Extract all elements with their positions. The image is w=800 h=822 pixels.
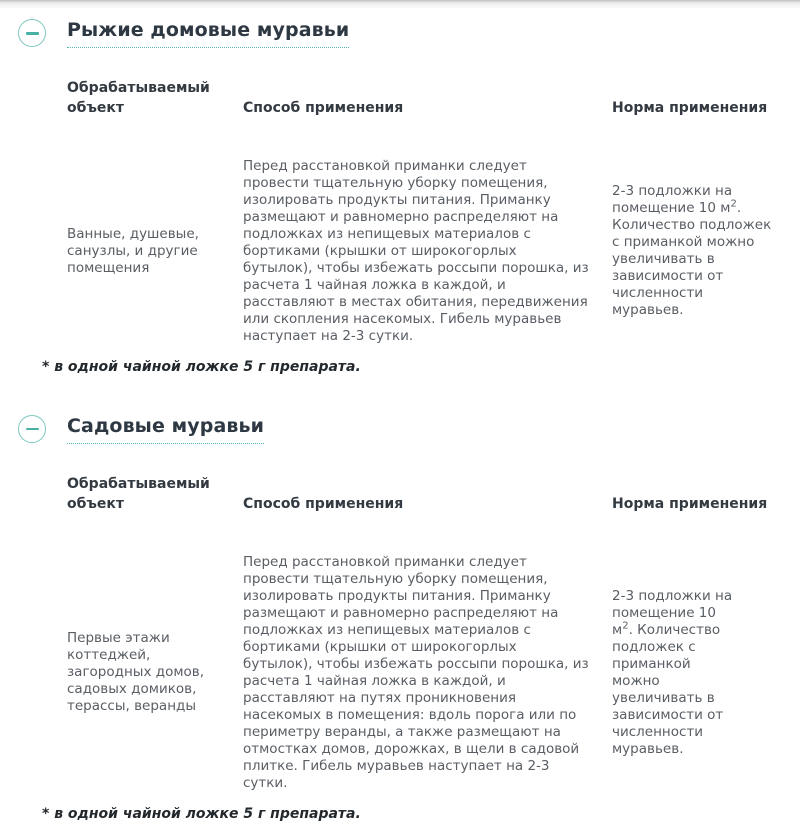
application-table [67, 474, 777, 792]
minus-icon [26, 428, 39, 430]
rate-text: 2-3 подложки на помещение 10 м [612, 183, 733, 217]
footnote: * в одной чайной ложке 5 г препарата. [42, 805, 361, 822]
section-garden-ants [0, 375, 800, 822]
cell-method-text: Перед расстановкой приманки следует провести тщательную уборку помещения, изолировать продукты питания. Приманку размещают и равномерно распределяют на подложках из непищевых материалов с бортиками (крышки от широкогорлых бутылок), чтобы избежать россыпи порошка, из расчета 1 чайная ложка в каждой, и расставляют на путях проникновения насекомых в помещения: вдоль порога или по периметру веранды, а также размещают на отмостках домов, дорожках, в щели в садовой плитке. Гибель муравьев наступает на 2-3 сутки. [243, 553, 589, 791]
collapse-section-button[interactable] [18, 19, 46, 47]
col-header-rate: Норма применения [612, 495, 768, 512]
cell-method-text: Перед расстановкой приманки следует провести тщательную уборку помещения, изолировать продукты питания. Приманку размещают и равномерно распределяют на подложках из непищевых материалов с бортиками (крышки от широкогорлых бутылок), чтобы избежать россыпи порошка, из расчета 1 чайная ложка в каждой, и расставляют в местах обитания, передвижения или скопления насекомых. Гибель муравьев наступает на 2-3 сутки. [243, 157, 589, 344]
footnote: * в одной чайной ложке 5 г препарата. [42, 358, 361, 375]
rate-superscript: 2 [730, 198, 737, 210]
section-red-house-ants [0, 0, 800, 375]
section-title[interactable]: Рыжие домовые муравьи [67, 19, 349, 48]
cell-object [67, 118, 243, 345]
section-header [18, 19, 800, 48]
cell-rate-text [612, 588, 737, 758]
table-header-row [67, 474, 777, 514]
minus-icon [26, 32, 39, 34]
rate-text-cont: . Количество подложек с приманкой можно увеличивать в зависимости от численности муравьев. [612, 200, 772, 319]
cell-method [243, 514, 612, 792]
cell-rate [612, 514, 777, 792]
table-header-row [67, 78, 777, 118]
collapse-section-button[interactable] [18, 415, 46, 443]
cell-object-text: Ванные, душевые, санузлы, и другие помещения [67, 225, 199, 276]
col-header-object: Обрабатываемый объект [67, 475, 210, 512]
cell-object [67, 514, 243, 792]
section-title[interactable]: Садовые муравьи [67, 415, 264, 444]
cell-object-text: Первые этажи коттеджей, загородных домов, садовых домиков, терассы, веранды [67, 630, 205, 715]
col-header-object: Обрабатываемый объект [67, 79, 210, 116]
rate-text-cont: . Количество подложек с приманкой можно увеличивать в зависимости от численности муравьев. [612, 621, 724, 757]
cell-method [243, 118, 612, 345]
col-header-rate: Норма применения [612, 99, 768, 116]
col-header-method: Способ применения [243, 99, 404, 116]
application-table [67, 78, 777, 345]
table-row [67, 118, 777, 345]
section-header [18, 415, 800, 444]
rate-superscript: 2 [622, 620, 629, 632]
cell-rate [612, 118, 777, 345]
cell-rate-text [612, 183, 772, 319]
table-row [67, 514, 777, 792]
col-header-method: Способ применения [243, 495, 404, 512]
rate-text: 2-3 подложки на помещение 10 м [612, 587, 733, 638]
